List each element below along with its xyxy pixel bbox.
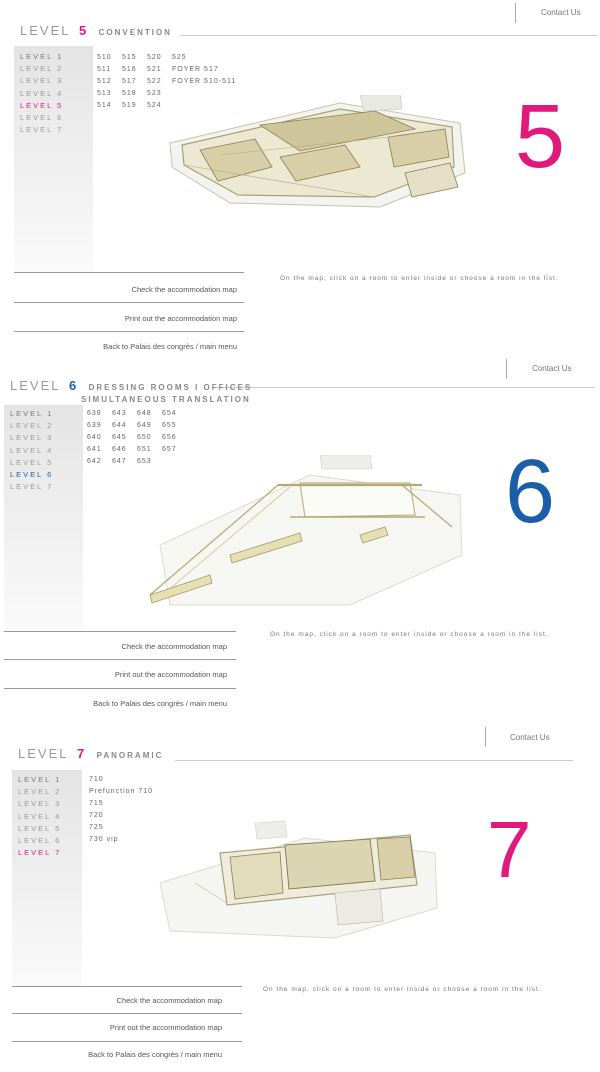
menu-item-level-2[interactable]: LEVEL 2 [10, 421, 54, 431]
contact-us-link[interactable]: Contact Us [510, 733, 550, 742]
contact-separator [485, 727, 486, 747]
menu-item-level-6[interactable]: LEVEL 6 [20, 112, 64, 122]
room-642[interactable]: 642 [87, 458, 102, 465]
link-divider [4, 688, 236, 689]
link-divider [12, 1041, 242, 1042]
room-639[interactable]: 639 [87, 422, 102, 429]
link-divider [14, 302, 244, 303]
menu-item-level-4[interactable]: LEVEL 4 [20, 88, 64, 98]
room-518[interactable]: 518 [122, 90, 137, 97]
room-524[interactable]: 524 [147, 102, 162, 109]
room-710[interactable]: 710 [89, 776, 104, 783]
menu-item-level-3[interactable]: LEVEL 3 [20, 76, 64, 86]
title-prefix: LEVEL [10, 378, 61, 393]
link-divider [12, 986, 242, 987]
link-divider [14, 331, 244, 332]
room-517[interactable]: 517 [122, 78, 137, 85]
back-to-main-menu-link[interactable]: Back to Palais des congrès / main menu [88, 1050, 222, 1059]
room-649[interactable]: 649 [137, 422, 152, 429]
room-516[interactable]: 516 [122, 66, 137, 73]
room-foyer-510-511[interactable]: FOYER 510-511 [172, 78, 237, 85]
room-525[interactable]: 525 [172, 54, 187, 61]
map-instruction: On the map, click on a room to enter inside or choose a room in the list. [280, 275, 559, 282]
print-accommodation-map-link[interactable]: Print out the accommodation map [109, 1023, 222, 1032]
room-514[interactable]: 514 [97, 102, 112, 109]
level-menu [10, 408, 53, 493]
contact-us-link[interactable]: Contact Us [532, 364, 572, 373]
check-accommodation-map-link[interactable]: Check the accommodation map [131, 285, 237, 294]
back-to-main-menu-link[interactable]: Back to Palais des congrès / main menu [103, 342, 237, 351]
floor-map-level-6[interactable] [140, 455, 470, 615]
room-521[interactable]: 521 [147, 66, 162, 73]
contact-separator [515, 3, 516, 23]
menu-item-level-6[interactable]: LEVEL 6 [18, 835, 62, 845]
title-subtitle: PANORAMIC [96, 751, 164, 760]
level-menu [18, 774, 61, 859]
menu-item-level-2[interactable]: LEVEL 2 [18, 787, 62, 797]
room-foyer-517[interactable]: FOYER 517 [172, 66, 219, 73]
level-number: 6 [68, 378, 79, 393]
room-657[interactable]: 657 [162, 446, 177, 453]
room-638[interactable]: 638 [87, 410, 102, 417]
link-divider [4, 631, 236, 632]
print-accommodation-map-link[interactable]: Print out the accommodation map [124, 314, 237, 323]
room-519[interactable]: 519 [122, 102, 137, 109]
level-number: 7 [76, 746, 87, 761]
menu-item-level-6-active[interactable]: LEVEL 6 [10, 469, 54, 479]
room-641[interactable]: 641 [87, 446, 102, 453]
room-646[interactable]: 646 [112, 446, 127, 453]
menu-item-level-4[interactable]: LEVEL 4 [10, 445, 54, 455]
room-510[interactable]: 510 [97, 54, 112, 61]
page-title [18, 745, 163, 763]
title-prefix: LEVEL [20, 23, 71, 38]
room-645[interactable]: 645 [112, 434, 127, 441]
room-prefunction-710[interactable]: Prefunction 710 [89, 788, 154, 795]
menu-item-level-7[interactable]: LEVEL 7 [20, 125, 64, 135]
menu-item-level-5[interactable]: LEVEL 5 [18, 823, 62, 833]
room-656[interactable]: 656 [162, 434, 177, 441]
room-643[interactable]: 643 [112, 410, 127, 417]
room-653[interactable]: 653 [137, 458, 152, 465]
room-655[interactable]: 655 [162, 422, 177, 429]
page-title [10, 377, 252, 395]
menu-item-level-2[interactable]: LEVEL 2 [20, 64, 64, 74]
title-subtitle: CONVENTION [98, 28, 172, 37]
menu-item-level-1[interactable]: LEVEL 1 [10, 409, 54, 418]
menu-item-level-7-active[interactable]: LEVEL 7 [18, 848, 62, 858]
room-725[interactable]: 725 [89, 824, 104, 831]
link-divider [4, 659, 236, 660]
menu-item-level-4[interactable]: LEVEL 4 [18, 811, 62, 821]
print-accommodation-map-link[interactable]: Print out the accommodation map [114, 670, 227, 679]
room-513[interactable]: 513 [97, 90, 112, 97]
page-title [20, 22, 172, 40]
menu-item-level-5[interactable]: LEVEL 5 [10, 457, 54, 467]
check-accommodation-map-link[interactable]: Check the accommodation map [121, 642, 227, 651]
room-651[interactable]: 651 [137, 446, 152, 453]
title-subtitle-line-2: SIMULTANEOUS TRANSLATION [81, 395, 251, 404]
room-654[interactable]: 654 [162, 410, 177, 417]
room-647[interactable]: 647 [112, 458, 127, 465]
menu-item-level-1[interactable]: LEVEL 1 [18, 775, 62, 784]
level-number: 5 [78, 23, 89, 38]
menu-item-level-1[interactable]: LEVEL 1 [20, 52, 64, 61]
level-menu [20, 51, 63, 136]
room-730-vip[interactable]: 730 vip [89, 836, 119, 843]
room-523[interactable]: 523 [147, 90, 162, 97]
menu-item-level-3[interactable]: LEVEL 3 [10, 433, 54, 443]
big-level-number: 7 [487, 805, 532, 894]
room-644[interactable]: 644 [112, 422, 127, 429]
title-prefix: LEVEL [18, 746, 69, 761]
map-instruction: On the map, click on a room to enter inside or choose a room in the list. [270, 631, 549, 638]
contact-separator [506, 359, 507, 379]
room-720[interactable]: 720 [89, 812, 104, 819]
menu-item-level-5-active[interactable]: LEVEL 5 [20, 100, 64, 110]
big-level-number: 6 [505, 442, 556, 542]
back-to-main-menu-link[interactable]: Back to Palais des congrès / main menu [93, 699, 227, 708]
level-5-panel [0, 0, 600, 360]
room-715[interactable]: 715 [89, 800, 104, 807]
check-accommodation-map-link[interactable]: Check the accommodation map [116, 996, 222, 1005]
contact-us-link[interactable]: Contact Us [541, 8, 581, 17]
room-522[interactable]: 522 [147, 78, 162, 85]
title-subtitle: DRESSING ROOMS I OFFICES [88, 383, 253, 392]
room-515[interactable]: 515 [122, 54, 137, 61]
menu-item-level-7[interactable]: LEVEL 7 [10, 482, 54, 492]
room-512[interactable]: 512 [97, 78, 112, 85]
room-520[interactable]: 520 [147, 54, 162, 61]
room-650[interactable]: 650 [137, 434, 152, 441]
menu-item-level-3[interactable]: LEVEL 3 [18, 799, 62, 809]
link-divider [14, 272, 244, 273]
floor-map-level-7[interactable] [155, 813, 445, 953]
top-rule [175, 760, 573, 761]
level-6-panel [0, 355, 600, 715]
room-648[interactable]: 648 [137, 410, 152, 417]
room-640[interactable]: 640 [87, 434, 102, 441]
map-instruction: On the map, click on a room to enter inside or choose a room in the list. [263, 986, 542, 993]
link-divider [12, 1013, 242, 1014]
level-7-panel [0, 718, 600, 1072]
big-level-number: 5 [515, 87, 566, 187]
top-rule [215, 387, 595, 388]
top-rule [180, 35, 598, 36]
room-511[interactable]: 511 [97, 66, 112, 73]
floor-map-level-5[interactable] [160, 95, 480, 215]
